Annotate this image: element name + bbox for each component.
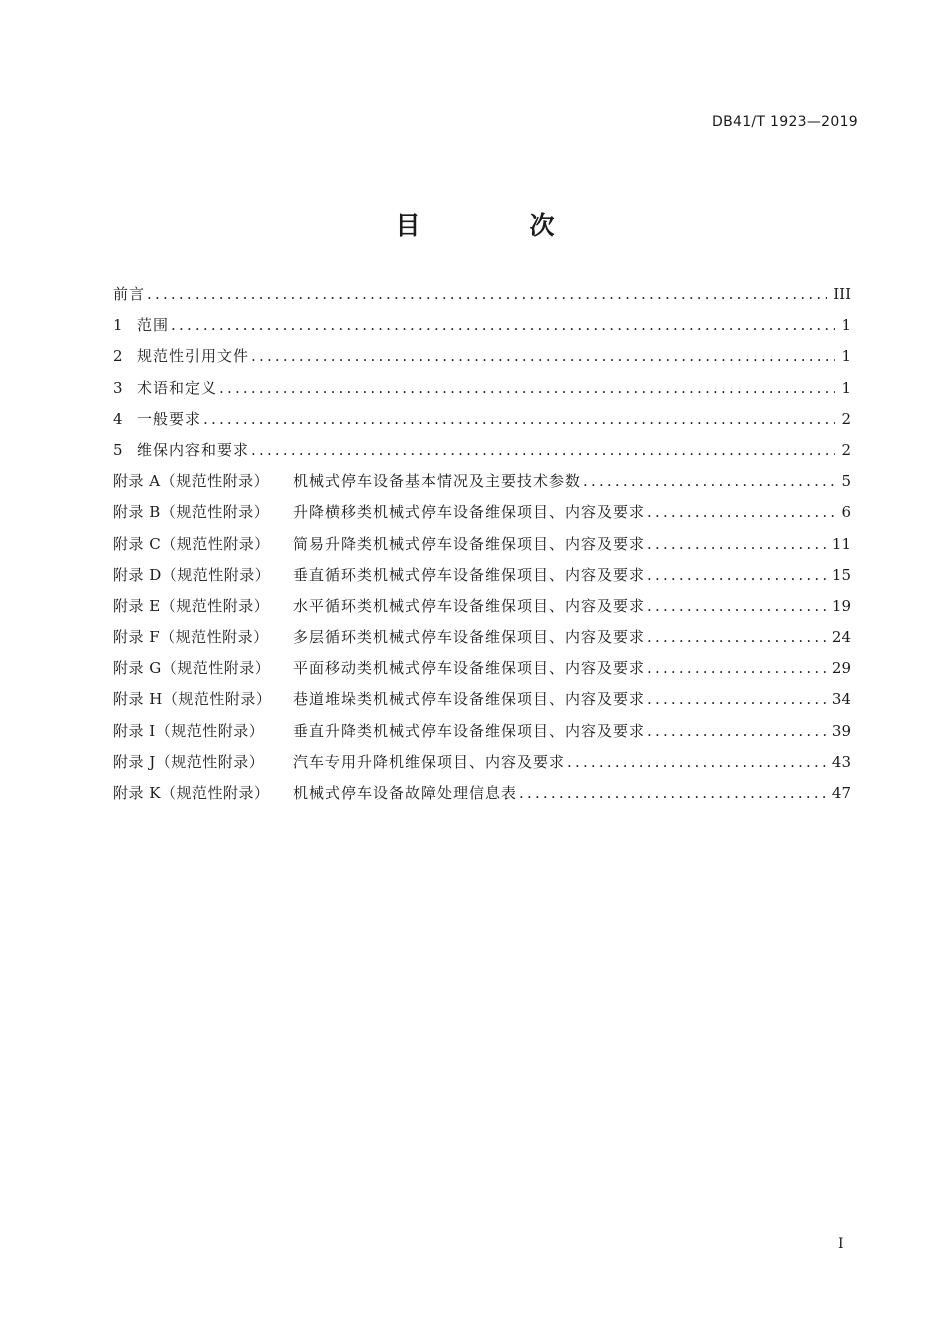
toc-entry[interactable]: [113, 720, 851, 751]
toc-entry[interactable]: [113, 501, 851, 532]
toc-entry-number: 2: [113, 347, 123, 366]
toc-entry-title: 平面移动类机械式停车设备维保项目、内容及要求: [293, 659, 646, 678]
toc-leader-dots: [203, 410, 835, 428]
toc-entry[interactable]: [113, 470, 851, 501]
page-number: I: [838, 1236, 844, 1252]
toc-entry[interactable]: [113, 782, 851, 813]
toc-entry-appendix-label: 附录 G（规范性附录）: [113, 659, 271, 678]
toc-leader-dots: [647, 722, 826, 740]
toc-entry-page: 2: [841, 440, 851, 459]
toc-entry-appendix-label: 附录 I（规范性附录）: [113, 721, 265, 740]
toc-entry-title: 垂直升降类机械式停车设备维保项目、内容及要求: [293, 721, 646, 740]
toc-entry-page: 15: [831, 565, 851, 584]
toc-entry[interactable]: [113, 751, 851, 782]
page-title: 目 次: [395, 211, 597, 240]
toc-entry-title: 维保内容和要求: [137, 440, 250, 459]
toc-entry-title: 升降横移类机械式停车设备维保项目、内容及要求: [293, 503, 646, 522]
toc-entry-page: 19: [831, 596, 851, 615]
toc-leader-dots: [647, 566, 826, 584]
toc-entry-appendix-label: 附录 E（规范性附录）: [113, 596, 270, 615]
toc-entry-number: 1: [113, 316, 123, 335]
toc-leader-dots: [171, 316, 835, 334]
toc-entry-page: 39: [831, 721, 851, 740]
toc-entry-page: 24: [831, 628, 851, 647]
toc-leader-dots: [147, 285, 827, 303]
toc-leader-dots: [647, 628, 826, 646]
document-code: DB41/T 1923—2019: [712, 114, 858, 130]
toc-entry-appendix-label: 附录 B（规范性附录）: [113, 503, 270, 522]
toc-entry-title: 一般要求: [137, 409, 202, 428]
toc-leader-dots: [519, 784, 826, 802]
toc-entry[interactable]: [113, 314, 851, 345]
toc-entry-page: 47: [831, 784, 851, 802]
toc-leader-dots: [251, 347, 835, 365]
toc-entry-title: 范围: [137, 316, 170, 335]
toc-entry[interactable]: [113, 657, 851, 688]
toc-entry[interactable]: [113, 564, 851, 595]
toc-entry-title: 机械式停车设备基本情况及主要技术参数: [293, 472, 582, 491]
toc-entry-page: 6: [841, 503, 851, 522]
toc-entry-title: 汽车专用升降机维保项目、内容及要求: [293, 752, 566, 771]
toc-entry-appendix-label: 附录 C（规范性附录）: [113, 534, 270, 553]
toc-entry-page: 2: [841, 409, 851, 428]
toc-leader-dots: [583, 472, 835, 490]
toc-leader-dots: [647, 690, 826, 708]
toc-leader-dots: [647, 535, 826, 553]
toc-entry-title: 术语和定义: [137, 378, 218, 397]
toc-entry-page: 34: [831, 690, 851, 709]
toc-entry-title: 垂直循环类机械式停车设备维保项目、内容及要求: [293, 565, 646, 584]
toc-leader-dots: [567, 753, 826, 771]
toc-entry-title: 前言: [113, 285, 146, 303]
toc-entry-page: 5: [841, 472, 851, 491]
toc-entry-appendix-label: 附录 A（规范性附录）: [113, 472, 270, 491]
toc-entry-appendix-label: 附录 F（规范性附录）: [113, 628, 269, 647]
toc-leader-dots: [647, 503, 835, 521]
toc-entry[interactable]: [113, 408, 851, 439]
toc-entry-page: 1: [841, 316, 851, 335]
toc-entry-title: 规范性引用文件: [137, 347, 250, 366]
toc-entry-page: 1: [841, 378, 851, 397]
toc-entry[interactable]: [113, 626, 851, 657]
toc-entry-title: 水平循环类机械式停车设备维保项目、内容及要求: [293, 596, 646, 615]
toc-leader-dots: [647, 597, 826, 615]
toc-entry-number: 3: [113, 378, 123, 397]
toc-entry-number: 4: [113, 409, 123, 428]
toc-leader-dots: [219, 379, 835, 397]
toc-entry-appendix-label: 附录 H（规范性附录）: [113, 690, 272, 709]
toc-entry-appendix-label: 附录 K（规范性附录）: [113, 784, 270, 802]
toc-entry[interactable]: [113, 688, 851, 719]
toc-entry[interactable]: [113, 283, 851, 314]
toc-entry-title: 机械式停车设备故障处理信息表: [293, 784, 518, 802]
table-of-contents: [113, 283, 851, 813]
toc-entry-page: 29: [831, 659, 851, 678]
toc-leader-dots: [647, 659, 826, 677]
toc-entry[interactable]: [113, 377, 851, 408]
toc-entry-page: 1: [841, 347, 851, 366]
toc-entry-appendix-label: 附录 D（规范性附录）: [113, 565, 271, 584]
toc-entry-page: 11: [831, 534, 851, 553]
toc-entry-number: 5: [113, 440, 123, 459]
toc-entry-title: 多层循环类机械式停车设备维保项目、内容及要求: [293, 628, 646, 647]
toc-entry[interactable]: [113, 439, 851, 470]
toc-leader-dots: [251, 441, 835, 459]
toc-entry[interactable]: [113, 345, 851, 376]
toc-entry-title: 简易升降类机械式停车设备维保项目、内容及要求: [293, 534, 646, 553]
toc-entry-page: 43: [831, 752, 851, 771]
toc-entry-appendix-label: 附录 J（规范性附录）: [113, 752, 265, 771]
toc-entry-title: 巷道堆垛类机械式停车设备维保项目、内容及要求: [293, 690, 646, 709]
toc-entry[interactable]: [113, 533, 851, 564]
toc-entry-page: III: [833, 285, 851, 303]
toc-entry[interactable]: [113, 595, 851, 626]
